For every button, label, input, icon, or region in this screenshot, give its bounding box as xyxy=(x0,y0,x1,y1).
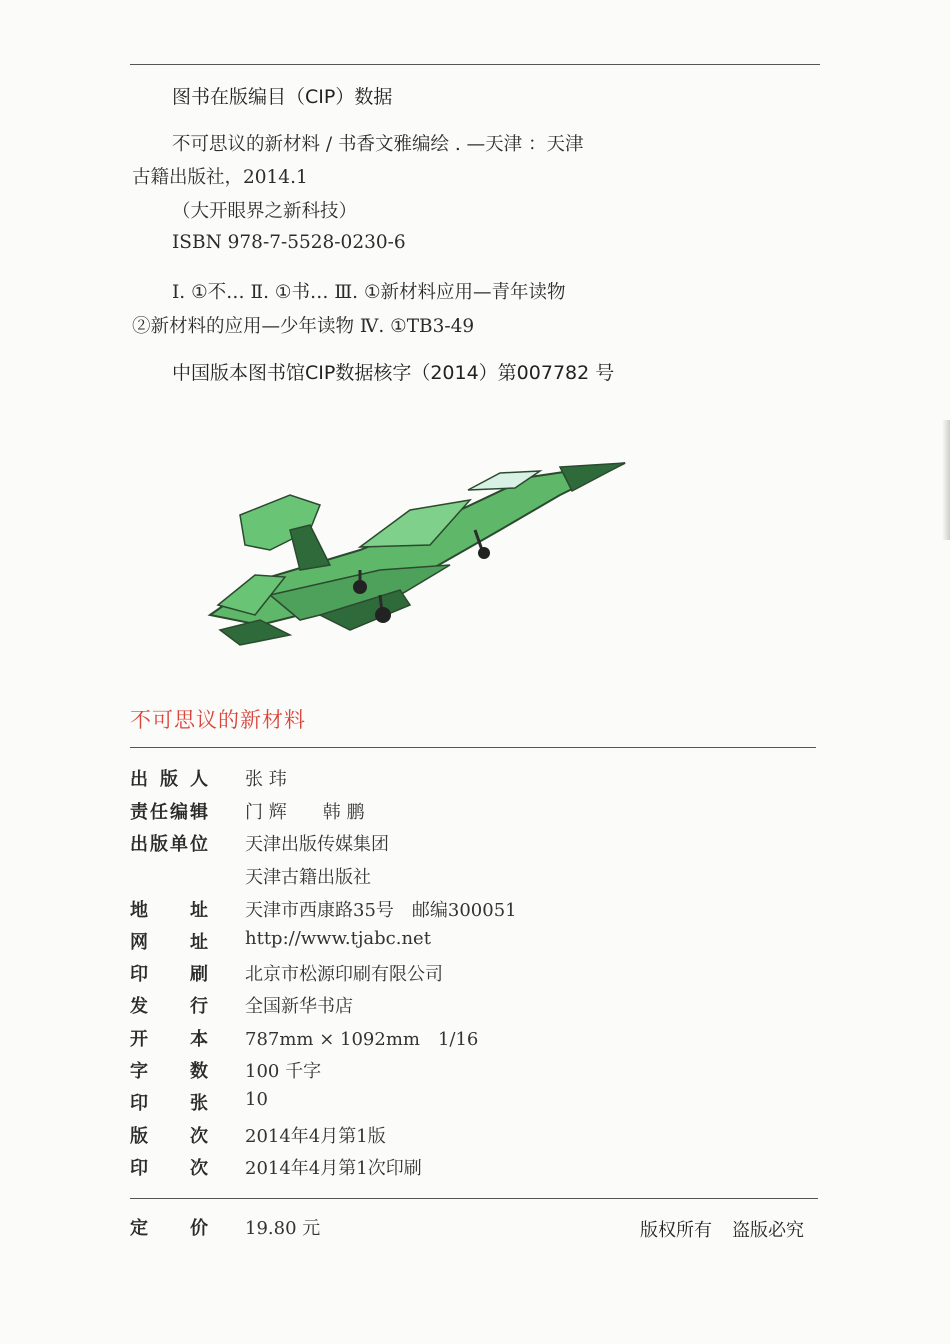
top-rule xyxy=(130,64,820,65)
imprint-value: 天津市西康路35号 邮编300051 xyxy=(245,900,517,921)
imprint-value: 2014年4月第1次印刷 xyxy=(245,1158,422,1179)
imprint-value: 10 xyxy=(245,1089,268,1110)
imprint-label: 印次 xyxy=(130,1158,208,1179)
imprint-value: 100 千字 xyxy=(245,1061,322,1082)
rights-reserved-text: 版权所有 xyxy=(640,1220,712,1241)
page-edge-shadow xyxy=(942,420,950,540)
imprint-value: http://www.tjabc.net xyxy=(245,928,431,949)
cip-line-2: 古籍出版社，2014.1 xyxy=(132,167,308,188)
imprint-label: 版次 xyxy=(130,1126,208,1147)
imprint-value: 北京市松源印刷有限公司 xyxy=(245,964,443,985)
imprint-value: 787mm × 1092mm 1/16 xyxy=(245,1029,479,1050)
imprint-label: 印张 xyxy=(130,1093,208,1114)
cip-line-5: Ⅰ. ①不… Ⅱ. ①书… Ⅲ. ①新材料应用—青年读物 xyxy=(172,282,566,303)
cip-line-3: （大开眼界之新科技） xyxy=(172,201,358,222)
price-label: 定价 xyxy=(130,1218,208,1239)
cip-line-4: ISBN 978-7-5528-0230-6 xyxy=(172,232,406,253)
anti-piracy-text: 盗版必究 xyxy=(732,1220,804,1241)
cip-approval-number: 中国版本图书馆CIP数据核字（2014）第007782 号 xyxy=(172,362,615,384)
title-rule xyxy=(130,747,816,748)
price-value: 19.80 元 xyxy=(245,1218,321,1239)
book-title: 不可思议的新材料 xyxy=(130,708,306,732)
imprint-value: 门 辉 韩 鹏 xyxy=(245,802,365,823)
imprint-label: 开本 xyxy=(130,1029,208,1050)
cip-line-6: ②新材料的应用—少年读物 Ⅳ. ①TB3-49 xyxy=(132,316,475,337)
imprint-value: 天津古籍出版社 xyxy=(245,867,371,888)
imprint-value: 张 玮 xyxy=(245,769,287,790)
fighter-jet-illustration xyxy=(200,455,630,665)
imprint-value: 全国新华书店 xyxy=(245,996,353,1017)
imprint-label: 出版单位 xyxy=(130,834,208,855)
imprint-label: 责任编辑 xyxy=(130,802,208,823)
copyright-notice xyxy=(640,1216,804,1242)
imprint-label: 出版人 xyxy=(130,769,208,790)
imprint-label: 发行 xyxy=(130,996,208,1017)
imprint-label: 地址 xyxy=(130,900,208,921)
imprint-label: 网址 xyxy=(130,932,208,953)
cip-heading: 图书在版编目（CIP）数据 xyxy=(172,86,393,108)
price-rule xyxy=(130,1198,818,1199)
imprint-value: 2014年4月第1版 xyxy=(245,1126,386,1147)
cip-line-1: 不可思议的新材料 / 书香文雅编绘 . —天津 ：天津 xyxy=(172,134,584,155)
imprint-value: 天津出版传媒集团 xyxy=(245,834,389,855)
imprint-label: 字数 xyxy=(130,1061,208,1082)
imprint-label: 印刷 xyxy=(130,964,208,985)
